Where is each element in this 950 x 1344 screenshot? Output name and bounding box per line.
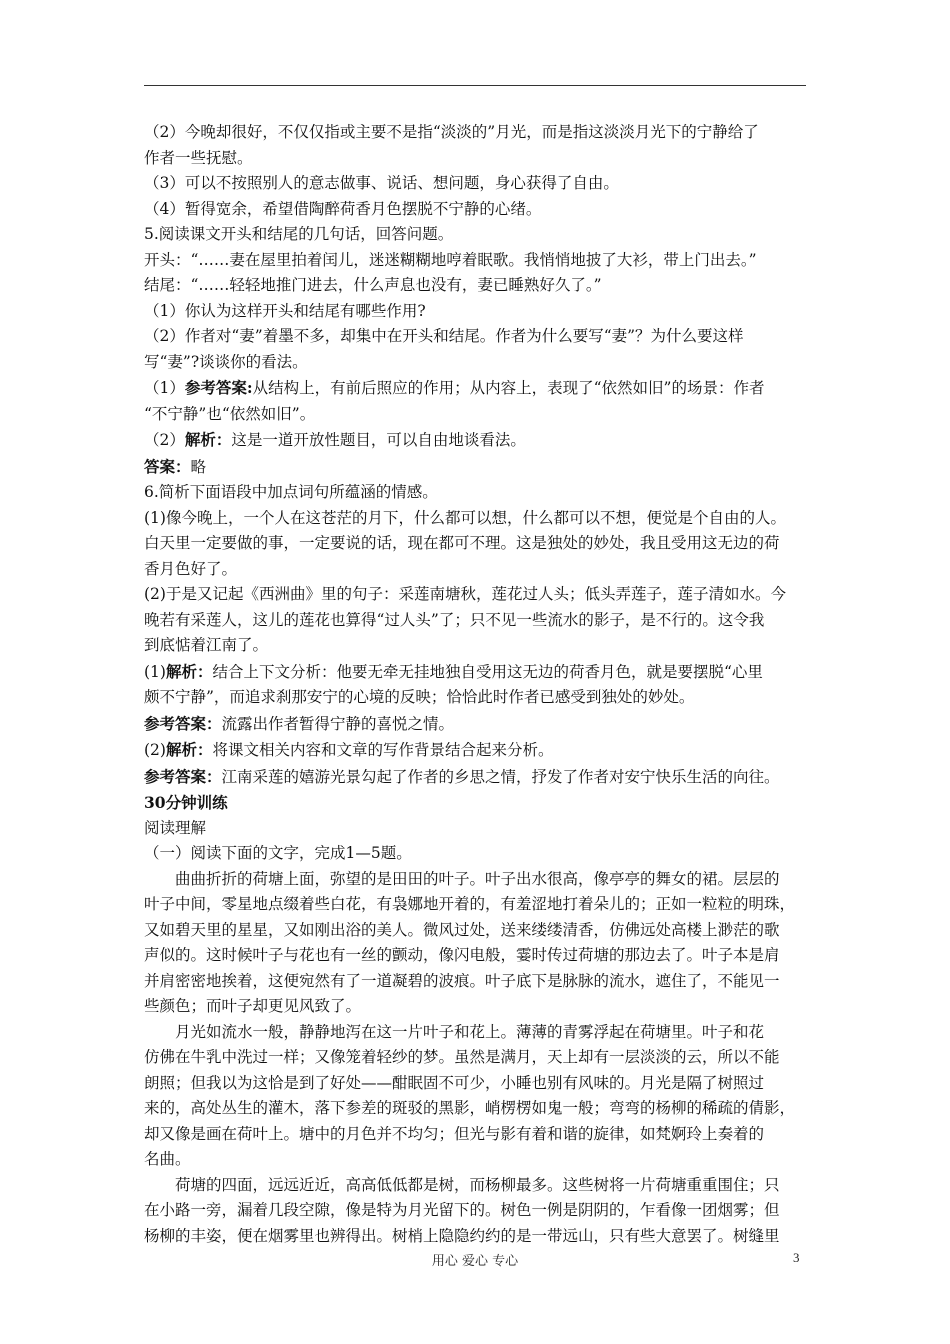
text-line: 白天里一定要做的事，一定要说的话，现在都可不理。这是独处的妙处，我且受用这无边的荷	[144, 534, 780, 552]
passage-line: 来的，高处丛生的灌木，落下参差的斑驳的黑影，峭楞楞如鬼一般；弯弯的杨柳的稀疏的倩影，	[144, 1099, 796, 1117]
passage-line: 在小路一旁，漏着几段空隙，像是特为月光留下的。树色一例是阴阴的，乍看像一团烟雾；但	[144, 1201, 780, 1219]
answer-line: (2)解析：将课文相关内容和文章的写作背景结合起来分析。	[144, 740, 554, 759]
passage-line: 些颜色；而叶子却更见风致了。	[144, 997, 362, 1015]
passage-line: 叶子中间，零星地点缀着些白花，有袅娜地开着的，有羞涩地打着朵儿的；正如一粒粒的明珠，	[144, 895, 796, 913]
page-footer: 用心 爱心 专心	[431, 1254, 519, 1269]
answer-line: 参考答案：流露出作者暂得宁静的喜悦之情。	[144, 713, 455, 733]
text-line: （1）你认为这样开头和结尾有哪些作用?	[144, 301, 426, 320]
text-line: 结尾：“……轻轻地推门进去，什么声息也没有，妻已睡熟好久了。”	[144, 276, 602, 294]
text-line: （2）今晚却很好，不仅仅指或主要不是指“淡淡的”月光，而是指这淡淡月光下的宁静给了	[144, 123, 759, 141]
passage-line: 朗照；但我以为这恰是到了好处——酣眠固不可少，小睡也别有风味的。月光是隔了树照过	[144, 1073, 765, 1092]
text-line: 写“妻”?谈谈你的看法。	[144, 352, 308, 371]
text-line: 开头：“……妻在屋里拍着闰儿，迷迷糊糊地哼着眠歌。我悄悄地披了大衫，带上门出去。”	[144, 250, 757, 269]
passage-line: 仿佛在牛乳中洗过一样；又像笼着轻纱的梦。虽然是满月，天上却有一层淡淡的云，所以不能	[144, 1048, 780, 1066]
section-subheading: 阅读理解	[144, 818, 207, 837]
text-line: 到底惦着江南了。	[144, 636, 269, 654]
text-line: （2）作者对“妻”着墨不多，却集中在开头和结尾。作者为什么要写“妻”？为什么要这样	[144, 327, 744, 345]
answer-line: (1)解析：结合上下文分析：他要无牵无挂地独自受用这无边的荷香月色，就是要摆脱“心里	[144, 661, 763, 681]
section-heading: 30分钟训练	[144, 793, 228, 812]
passage-line: 名曲。	[144, 1150, 191, 1168]
text-line: 作者一些抚慰。	[144, 148, 253, 167]
answer-line: 参考答案：江南采莲的嬉游光景勾起了作者的乡思之情，抒发了作者对安宁快乐生活的向往。	[144, 766, 780, 786]
text-line: 晚若有采莲人，这儿的莲花也算得“过人头”了；只不见一些流水的影子，是不行的。这令我	[144, 610, 765, 629]
text-line: （3）可以不按照别人的意志做事、说话、想问题，身心获得了自由。	[144, 174, 619, 192]
text-line: 香月色好了。	[144, 559, 238, 578]
passage-line: 曲曲折折的荷塘上面，弥望的是田田的叶子。叶子出水很高，像亭亭的舞女的裙。层层的	[175, 869, 780, 888]
passage-line: 杨柳的丰姿，便在烟雾里也辨得出。树梢上隐隐约约的是一带远山，只有些大意罢了。树缝里	[144, 1226, 780, 1245]
answer-line: （2）解析：这是一道开放性题目，可以自由地谈看法。	[144, 430, 526, 449]
text-line: （4）暂得宽余，希望借陶醉荷香月色摆脱不宁静的心绪。	[144, 199, 542, 218]
question-heading: 6.简析下面语段中加点词句所蕴涵的情感。	[144, 483, 438, 501]
text-line: (2)于是又记起《西洲曲》里的句子：采莲南塘秋，莲花过人头；低头弄莲子，莲子清如水。今	[144, 585, 786, 603]
passage-line: 并肩密密地挨着，这便宛然有了一道凝碧的波痕。叶子底下是脉脉的流水，遮住了，不能见一	[144, 971, 780, 990]
passage-line: 却又像是画在荷叶上。塘中的月色并不均匀；但光与影有着和谐的旋律，如梵婀玲上奏着的	[144, 1124, 765, 1143]
passage-line: 声似的。这时候叶子与花也有一丝的颤动，像闪电般，霎时传过荷塘的那边去了。叶子本是肩	[144, 946, 780, 964]
header-rule	[144, 85, 806, 86]
passage-line: 月光如流水一般，静静地泻在这一片叶子和花上。薄薄的青雾浮起在荷塘里。叶子和花	[175, 1022, 765, 1041]
text-line: (1)像今晚上，一个人在这苍茫的月下，什么都可以想，什么都可以不想，便觉是个自由的人。	[144, 508, 786, 527]
text-line: 颇不宁静”，而追求刹那安宁的心境的反映；恰恰此时作者已感受到独处的妙处。	[144, 688, 695, 706]
text-line: （一）阅读下面的文字，完成1—5题。	[144, 844, 412, 862]
answer-line: （1）参考答案:从结构上，有前后照应的作用；从内容上，表现了“依然如旧”的场景：作者	[144, 378, 765, 397]
passage-line: 又如碧天里的星星，又如刚出浴的美人。微风过处，送来缕缕清香，仿佛远处高楼上渺茫的歌	[144, 920, 780, 939]
passage-line: 荷塘的四面，远远近近，高高低低都是树，而杨柳最多。这些树将一片荷塘重重围住；只	[175, 1175, 780, 1194]
text-line: “不宁静”也“依然如旧”。	[144, 404, 316, 423]
page-number: 3	[793, 1250, 800, 1265]
document-body	[144, 120, 820, 1249]
answer-line: 答案：略	[144, 456, 207, 476]
question-heading: 5.阅读课文开头和结尾的几句话，回答问题。	[144, 225, 454, 243]
